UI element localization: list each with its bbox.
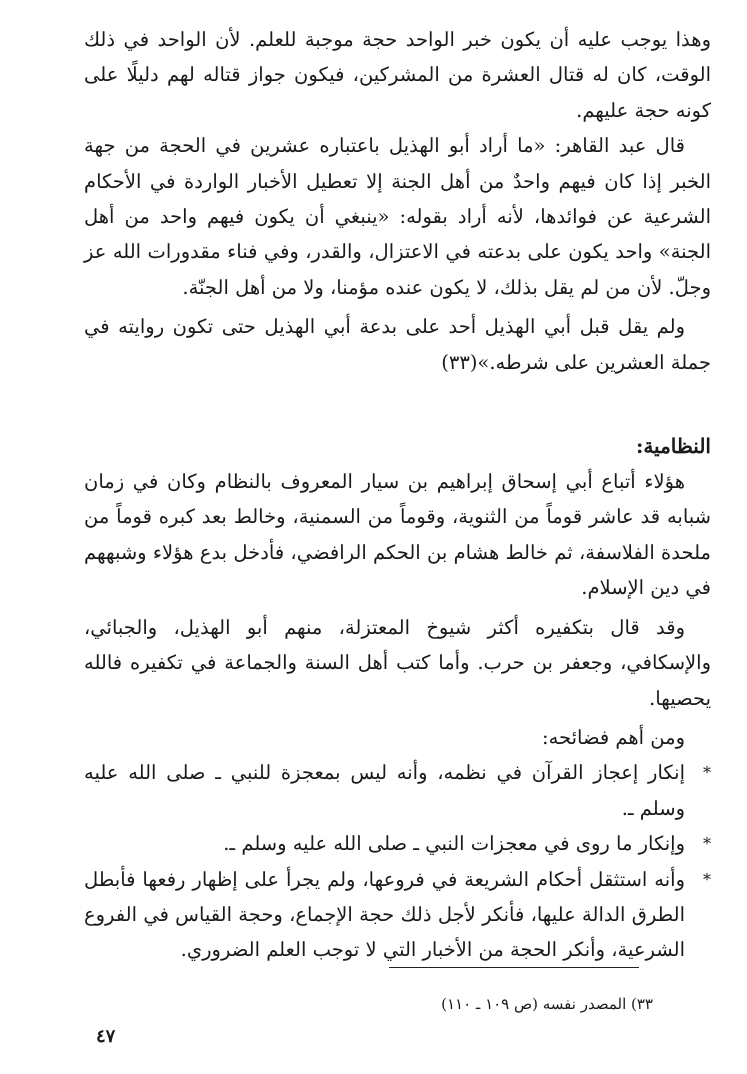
paragraph-scandals-intro: ومن أهم فضائحه: bbox=[542, 725, 685, 749]
section-heading-nazzamiyya: النظامية: bbox=[635, 434, 711, 459]
list-item-text: إنكار إعجاز القرآن في نظمه، وأنه ليس بمعجزة للنبي ـ صلى الله عليه وسلم ـ. bbox=[84, 761, 685, 820]
bullet-asterisk: * bbox=[703, 869, 711, 889]
paragraph-abd-al-qahir-quote: قال عبد القاهر: «ما أراد أبو الهذيل باعتباره عشرين في الحجة من جهة الخبر إذا كان فيهم واحدٌ من أهل الجنة إلا تعطيل الأخبار الواردة في الأحكام الشرعية عن فوائدها، لأنه أراد بقوله: «ينبغي أن يكون فيهم واحد من أهل الجنة» واحد يكون على بدعته في الاعتزال، والقدر، وفي فناء مقدورات الله عز وجلّ. لأن من لم يقل بذلك، لا يكون عنده مؤمنا، ولا من أهل الجنّة. bbox=[84, 134, 711, 299]
bullet-asterisk: * bbox=[703, 763, 711, 783]
list-item bbox=[84, 755, 711, 826]
list-item-text: وأنه استثقل أحكام الشريعة في فروعها، ولم يجرأ على إظهار رفعها فأبطل الطرق الدالة عليها، فأنكر لأجل ذلك حجة الإجماع، وحجة القياس في الفروع الشرعية، وأنكر الحجة من الأخبار التي لا توجب العلم الضروري. bbox=[84, 867, 685, 962]
list-item-text: وإنكار ما روى في معجزات النبي ـ صلى الله عليه وسلم ـ. bbox=[223, 832, 685, 856]
list-item bbox=[84, 862, 711, 968]
paragraph-quote-conclusion: ولم يقل قبل أبي الهذيل أحد على بدعة أبي الهذيل حتى تكون روايته في جملة العشرين على شرطه.»(٣٣) bbox=[84, 315, 711, 374]
page-number: ٤٧ bbox=[96, 1026, 116, 1047]
bullet-asterisk: * bbox=[703, 834, 711, 854]
paragraph-hadith-evidence: وهذا يوجب عليه أن يكون خبر الواحد حجة موجبة للعلم. لأن الواحد في ذلك الوقت، كان له قتال العشرة من المشركين، فيكون جواز قتاله لهم دليلًا على كونه حجة عليهم. bbox=[84, 28, 711, 122]
paragraph-takfir: وقد قال بتكفيره أكثر شيوخ المعتزلة، منهم أبو الهذيل، والجبائي، والإسكافي، وجعفر بن حرب. وأما كتب أهل السنة والجماعة في تكفيره فالله يحصيها. bbox=[84, 615, 711, 710]
paragraph-nazzam-followers: هؤلاء أتباع أبي إسحاق إبراهيم بن سيار المعروف بالنظام وكان في زمان شبابه قد عاشر قوماً من الثنوية، وقوماً من السمنية، وخالط بعد كبره قوماً من ملحدة الفلاسفة، ثم خالط هشام بن الحكم الرافضي، فأدخل بدع هؤلاء وشبههم في دين الإسلام. bbox=[84, 470, 711, 600]
list-item bbox=[84, 826, 711, 861]
scandals-list bbox=[84, 755, 711, 967]
footnote-divider bbox=[389, 967, 639, 968]
footnote-33: ٣٣) المصدر نفسه (ص ١٠٩ ـ ١١٠) bbox=[441, 995, 653, 1013]
page-body bbox=[84, 22, 711, 968]
